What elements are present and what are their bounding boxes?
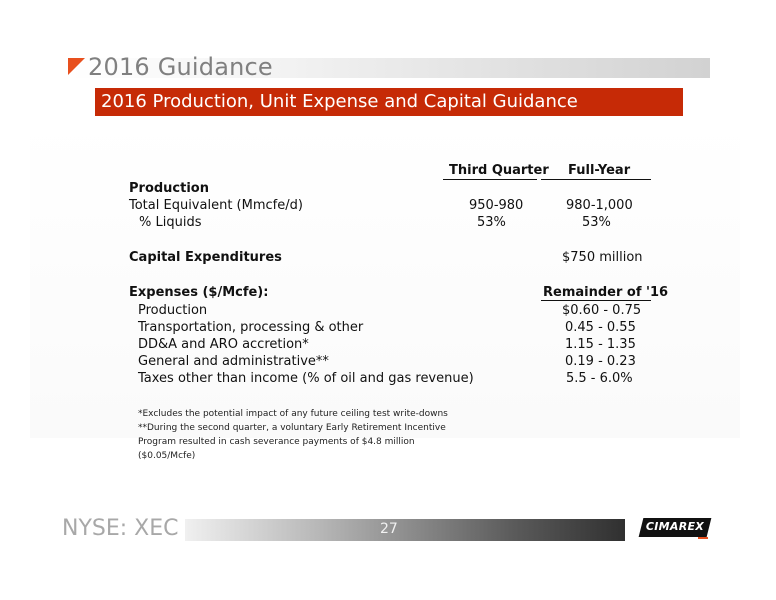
footer-bar <box>185 519 625 541</box>
production-heading: Production <box>129 181 209 196</box>
footnote: **During the second quarter, a voluntary Early Retirement Incentive <box>138 423 446 433</box>
logo-text: CIMAREX <box>645 520 705 533</box>
row-value-fy: 980-1,000 <box>566 198 633 213</box>
row-label-liquids: % Liquids <box>139 215 202 230</box>
column-header-underline <box>541 300 651 301</box>
expense-row-label: Transportation, processing & other <box>138 320 364 335</box>
column-header-remainder: Remainder of '16 <box>543 285 669 300</box>
expense-row-label: General and administrative** <box>138 354 329 369</box>
expense-row-value: 1.15 - 1.35 <box>565 337 636 352</box>
expenses-heading: Expenses ($/Mcfe): <box>129 285 269 300</box>
expense-row-value: 5.5 - 6.0% <box>566 371 633 386</box>
column-header-third-quarter: Third Quarter <box>449 163 549 178</box>
logo-accent <box>698 537 708 539</box>
column-header-full-year: Full-Year <box>568 163 631 178</box>
expense-row-value: 0.45 - 0.55 <box>565 320 636 335</box>
row-value-fy: 53% <box>582 215 611 230</box>
title-accent-wedge <box>68 58 85 75</box>
expense-row-label: Production <box>138 303 208 318</box>
footnote: *Excludes the potential impact of any future ceiling test write-downs <box>138 409 448 419</box>
page-number: 27 <box>380 521 398 537</box>
guidance-table-panel <box>30 120 740 438</box>
row-value-q3: 950-980 <box>469 198 524 213</box>
expense-row-value: 0.19 - 0.23 <box>565 354 636 369</box>
expense-row-label: DD&A and ARO accretion* <box>138 337 309 352</box>
column-header-underline <box>541 179 651 180</box>
expense-row-label: Taxes other than income (% of oil and gas revenue) <box>138 371 474 386</box>
capex-value-fy: $750 million <box>562 250 643 265</box>
row-label-total-equivalent: Total Equivalent (Mmcfe/d) <box>129 198 303 213</box>
capex-heading: Capital Expenditures <box>129 250 282 265</box>
slide-subtitle: 2016 Production, Unit Expense and Capital Guidance <box>95 88 683 116</box>
footnote: Program resulted in cash severance payments of $4.8 million <box>138 437 415 447</box>
footnote: ($0.05/Mcfe) <box>138 451 196 461</box>
column-header-underline <box>443 179 537 180</box>
slide-title: 2016 Guidance <box>88 53 273 81</box>
expense-row-value: $0.60 - 0.75 <box>562 303 642 318</box>
footer-ticker: NYSE: XEC <box>62 516 179 541</box>
row-value-q3: 53% <box>477 215 506 230</box>
